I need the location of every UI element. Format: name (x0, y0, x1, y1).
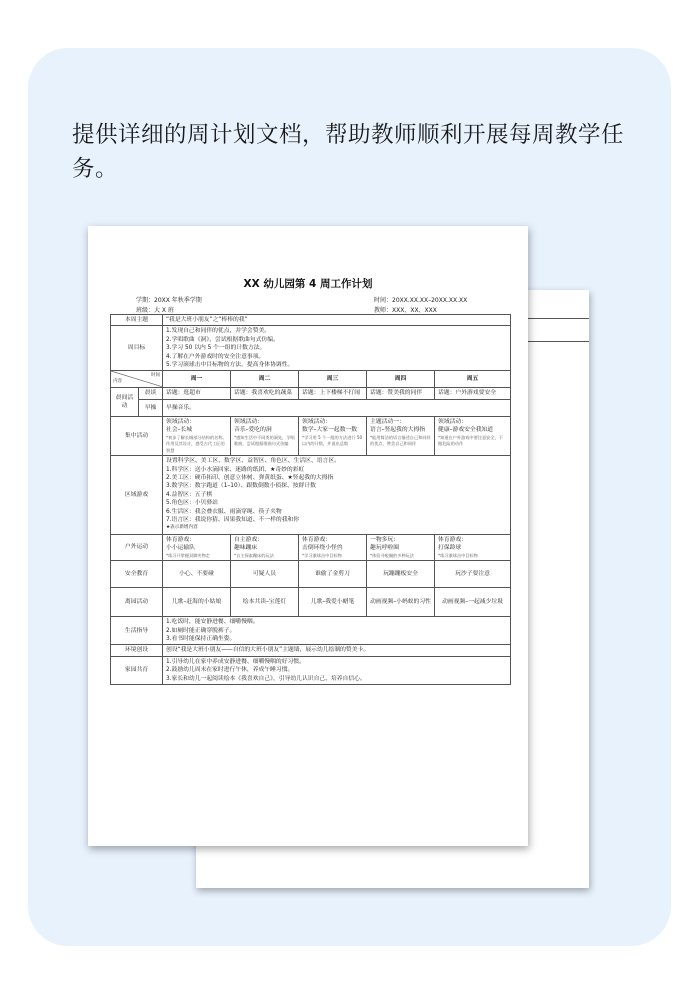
group-cell: 领域活动： 数学–大家一起数一数 *学习用 5 个一组的方法进行 50 以内的计数，并说出总数 (299, 416, 367, 455)
life-row (111, 617, 511, 645)
area-note: ★表示新增内容 (166, 525, 198, 531)
talk-cell: 话题：逛超市 (163, 388, 231, 399)
theme-label: 本周主题 (111, 315, 163, 326)
corner-content-label: 内容 (113, 379, 122, 385)
group-activity-row (111, 416, 511, 455)
env-row (111, 645, 511, 656)
outdoor-cell: 体育游戏： 打保龄球 *练习滚球击中目标物 (435, 534, 511, 560)
area-item: 3.数学区：数字跑道（1–10）、跟数倒数小侦探、按群计数 (166, 483, 316, 490)
weekly-plan-table (110, 314, 511, 685)
life-item: 3.看书时能保持正确坐姿。 (166, 635, 236, 642)
exercise-row (111, 399, 511, 416)
area-item: 4.益智区：五子棋 (166, 491, 213, 498)
leave-cell: 儿歌–赶海的小姑娘 (163, 588, 231, 617)
area-item: 1.科学区：送小水滴回家、迷路的纸团、★奇妙的彩虹 (166, 466, 305, 473)
group-cell: 主题活动一： 语言–竖起我的大拇指 *能用简洁的语言描述自己和同伴的优点，赞美自己和同伴 (367, 416, 435, 455)
exercise-label: 早操 (139, 399, 163, 416)
day-header: 周五 (435, 371, 511, 388)
outdoor-cell: 体育游戏： 小小运输队 *练习开掌握双脚夹物走 (163, 534, 231, 560)
safety-cell: 谁偷了金剪刀 (299, 561, 367, 588)
group-label: 集中活动 (111, 416, 163, 455)
safety-row (111, 561, 511, 588)
document-title: XX 幼儿园第 4 周工作计划 (243, 278, 373, 290)
safety-cell: 小心、不要碰 (163, 561, 231, 588)
exercise-value: 早操音乐。 (163, 399, 511, 416)
goal-list (163, 326, 511, 371)
corner-time-label: 时间 (151, 373, 161, 379)
leave-label: 离园活动 (111, 588, 163, 617)
area-item: 6.生活区：我会叠衣服、雨滴穿绳、筷子夹物 (166, 508, 282, 515)
goal-item: 1.发现自己和同伴的优点，并学会赞美。 (166, 328, 271, 335)
talk-label: 晨谈 (139, 388, 163, 399)
outdoor-cell: 一物多玩： 趣玩呼啦圈 *体验寻啦圈的多种玩法 (367, 534, 435, 560)
theme-value: “我是大班小朋友”之“棒棒的我” (163, 315, 511, 326)
group-cell: 领域活动： 社会–长城 *初步了解长城部分结构的名称、作用及其设计，感受古代工匠的智慧 (163, 416, 231, 455)
leave-row (111, 588, 511, 617)
time-info: 时间：20XX.XX.XX–20XX.XX.XX (374, 297, 468, 304)
leave-cell: 动画视频–小蚂蚁的习性 (367, 588, 435, 617)
leave-cell: 动画视频–一起减少垃圾 (435, 588, 511, 617)
group-cell: 领域活动： 音乐–爱吃的洞 *感知生活中不同类的洞处，学唱歌曲，尝试根据歌曲句式仿编 (231, 416, 299, 455)
life-item: 2.如厕时能正确穿脱裤子。 (166, 627, 236, 634)
corner-cell (111, 371, 163, 388)
home-label: 家园共育 (111, 656, 163, 684)
teacher-info: 教师：XXX、XX、XXX (374, 307, 437, 314)
goal-label: 周目标 (111, 326, 163, 371)
document-page (88, 226, 528, 846)
safety-label: 安全教育 (111, 561, 163, 588)
area-item: 2.美工区：硬币拓印、创意立体树、弹黄纸蛋、★竖起我的大拇指 (166, 474, 334, 481)
morning-talk-row (111, 388, 511, 399)
area-item: 设置科学区、美工区、数学区、益智区、角色区、生活区、语言区。 (166, 458, 340, 465)
outdoor-row (111, 534, 511, 560)
leave-cell: 儿歌–我爱小蜡笔 (299, 588, 367, 617)
talk-cell: 话题：我喜欢吃的蔬菜 (231, 388, 299, 399)
env-value: 创设“我是大班小朋友——自信的大班小朋友”主题墙，展示幼儿绘制的赞美卡。 (163, 645, 511, 656)
group-cell: 领域活动： 健康–游戏安全我知道 *知道在户外游戏中要注意安全，不做危险的动作 (435, 416, 511, 455)
goal-item: 4.了解在户外游戏时的安全注意事项。 (166, 353, 265, 360)
talk-cell: 话题：上下楼梯不打闹 (299, 388, 367, 399)
class-info: 班级：大 X 班 (136, 307, 174, 314)
home-item: 2.鼓励幼儿周末在家时进行午休，养成午睡习惯。 (166, 667, 294, 674)
env-label: 环境创设 (111, 645, 163, 656)
safety-cell: 玩沙子要注意 (435, 561, 511, 588)
outdoor-cell: 体育游戏： 击倒环绕小怪兽 *学习滚球击中目标物 (299, 534, 367, 560)
goal-row (111, 326, 511, 371)
life-item: 1.吃饭时，能安静进餐、细嚼慢咽。 (166, 619, 259, 626)
goal-item: 5.学习滚球击中目标物的方法，提高身体协调性。 (166, 362, 294, 369)
life-label: 生活指导 (111, 617, 163, 645)
safety-cell: 玩蹦蹦板安全 (367, 561, 435, 588)
day-header: 周三 (299, 371, 367, 388)
outdoor-cell: 自主游戏： 趣味蹦床 *自主探索蹦床的玩法 (231, 534, 299, 560)
area-item: 5.角色区：小贝驿站 (166, 500, 218, 507)
day-header: 周一 (163, 371, 231, 388)
day-header-row (111, 371, 511, 388)
leave-cell: 绘本共读–宝莲灯 (231, 588, 299, 617)
life-list (163, 617, 511, 645)
talk-cell: 话题：赞美我的同伴 (367, 388, 435, 399)
goal-item: 3.学习 50 以内 5 个一组的计数方法。 (166, 345, 266, 352)
home-item: 1.引导幼儿在家中养成安静进餐、细嚼慢咽的好习惯。 (166, 658, 305, 665)
day-header: 周二 (231, 371, 299, 388)
area-label: 区域游戏 (111, 456, 163, 535)
day-header: 周四 (367, 371, 435, 388)
area-item: 7.语言区：我说你猜、因果我知道、不一样的我和你 (166, 517, 300, 523)
area-list (163, 456, 511, 535)
outdoor-label: 户外运动 (111, 534, 163, 560)
theme-row (111, 315, 511, 326)
home-item: 3.家长和幼儿一起阅读绘本《我喜欢自己》，引导幼儿认识自己、培养自信心。 (166, 675, 366, 682)
home-row (111, 656, 511, 684)
morning-label: 晨间活动 (111, 388, 139, 416)
talk-cell: 话题：户外游戏要安全 (435, 388, 511, 399)
headline: 提供详细的周计划文档，帮助教师顺利开展每周教学任务。 (72, 122, 625, 182)
goal-item: 2.学唱歌曲《洞》，尝试根据歌曲句式仿编。 (166, 336, 279, 343)
term-info: 学期：20XX 年秋季学期 (136, 297, 202, 304)
home-list (163, 656, 511, 684)
area-game-row (111, 456, 511, 535)
safety-cell: 可疑人员 (231, 561, 299, 588)
